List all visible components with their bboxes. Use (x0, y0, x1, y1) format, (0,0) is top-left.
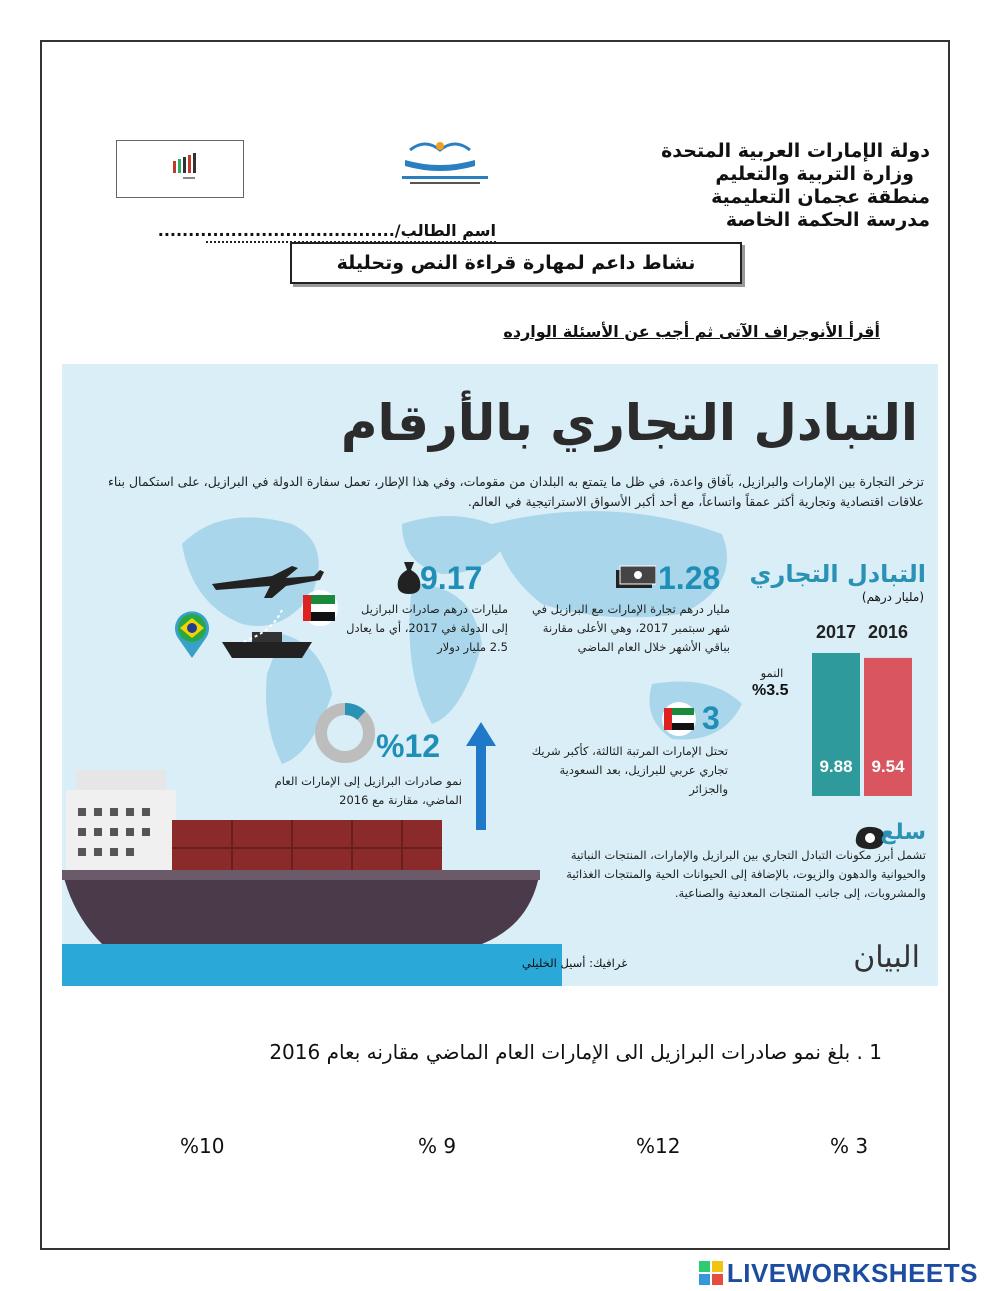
category-label-2016: 2016 (867, 622, 909, 642)
goods-text: تشمل أبرز مكونات التبادل التجاري بين البرازيل والإمارات، المنتجات النباتية والحيوانية والدهون والزيوت، بالإضافة إلى الحيوانات الحية والمنتجات الغذائية والمشروبات، إلى جانب المنتجات المعدنية والصناعية. (566, 848, 926, 900)
goods-title: سلع (880, 820, 926, 845)
school-emblem-icon (380, 136, 510, 188)
stat-growth-text: نمو صادرات البرازيل إلى الإمارات العام الماضي، مقارنة مع 2016 (274, 774, 462, 807)
ministry-logo (116, 140, 244, 198)
stat-september-text: مليار درهم تجارة الإمارات مع البرازيل في شهر سبتمبر 2017، وهي الأعلى مقارنة بباقي الأشهر خلال العام الماضي (531, 602, 730, 654)
stat-growth-value: %12 (376, 728, 441, 764)
banknotes-icon (614, 564, 656, 592)
logo-bars-icon (117, 141, 243, 197)
growth-percent: %3.5 (752, 682, 789, 699)
cargo-ship-illustration (62, 764, 562, 986)
stat-september-value: 1.28 (658, 560, 721, 596)
header-ministry: وزارة التربية والتعليم (715, 163, 914, 185)
stat-rank-text: تحتل الإمارات المرتبة الثالثة، كأكبر شريك تجاري عربي للبرازيل، بعد السعودية والجزائر (531, 744, 728, 796)
cargo-ship-icon (222, 642, 312, 658)
student-name-field[interactable]: اسم الطالب/....................................... (206, 221, 496, 243)
stat-rank-value: 3 (702, 700, 720, 736)
option-4[interactable]: %10 (180, 1134, 225, 1158)
header-country: دولة الإمارات العربية المتحدة (661, 140, 930, 162)
airplane-icon (212, 566, 324, 598)
liveworksheets-logo-icon (699, 1261, 723, 1285)
liveworksheets-brand[interactable] (699, 1258, 978, 1289)
option-1[interactable]: % 3 (830, 1134, 869, 1158)
chart-unit: (مليار درهم) (861, 590, 924, 604)
instruction-text: أقرأ الأنوجراف الآتى ثم أجب عن الأسئلة الوارده (503, 322, 880, 341)
infographic (62, 364, 938, 986)
school-logo (380, 136, 510, 188)
stat-exports-text: مليارات درهم صادرات البرازيل إلى الدولة في 2017، أي ما يعادل 2.5 مليار دولار (346, 602, 508, 654)
brazil-flag-icon (172, 608, 212, 660)
money-bag-icon (394, 558, 424, 596)
donut-chart-icon (312, 700, 378, 766)
chart-title: التبادل التجاري (749, 560, 926, 588)
option-3[interactable]: % 9 (418, 1134, 457, 1158)
growth-label: النمو (760, 666, 784, 680)
value-label-2016: 9.54 (871, 757, 905, 776)
infographic-intro: تزخر التجارة بين الإمارات والبرازيل، بآفاق واعدة، في ظل ما يتمتع به البلدان من مقومات، وفي هذا الإطار، تعمل سفارة الدولة في البرازيل، على استكمال بناء علاقات اقتصادية وتجارية أكثر عمقاً واتساعاً، مع أحد أكبر الأسواق الاستراتيجية في العالم. (108, 474, 924, 509)
graphic-credit: غرافيك: أسيل الخليلي (522, 956, 628, 970)
header-school: مدرسة الحكمة الخاصة (725, 209, 930, 231)
option-2[interactable]: %12 (636, 1134, 681, 1158)
uae-badge-icon (660, 700, 698, 738)
infographic-title: التبادل التجاري بالأرقام (340, 394, 918, 452)
category-label-2017: 2017 (815, 622, 857, 642)
activity-title: نشاط داعم لمهارة قراءة النص وتحليلة (290, 242, 742, 284)
stat-exports-value: 9.17 (420, 560, 483, 596)
question-text: 1 . بلغ نمو صادرات البرازيل الى الإمارات العام الماضي مقارنه بعام 2016 (269, 1040, 882, 1064)
value-label-2017: 9.88 (819, 757, 853, 776)
header-zone: منطقة عجمان التعليمية (711, 186, 930, 208)
trade-bar-chart (762, 610, 932, 800)
liveworksheets-text: LIVEWORKSHEETS (726, 1258, 978, 1288)
source-logo: البيان (853, 940, 920, 975)
